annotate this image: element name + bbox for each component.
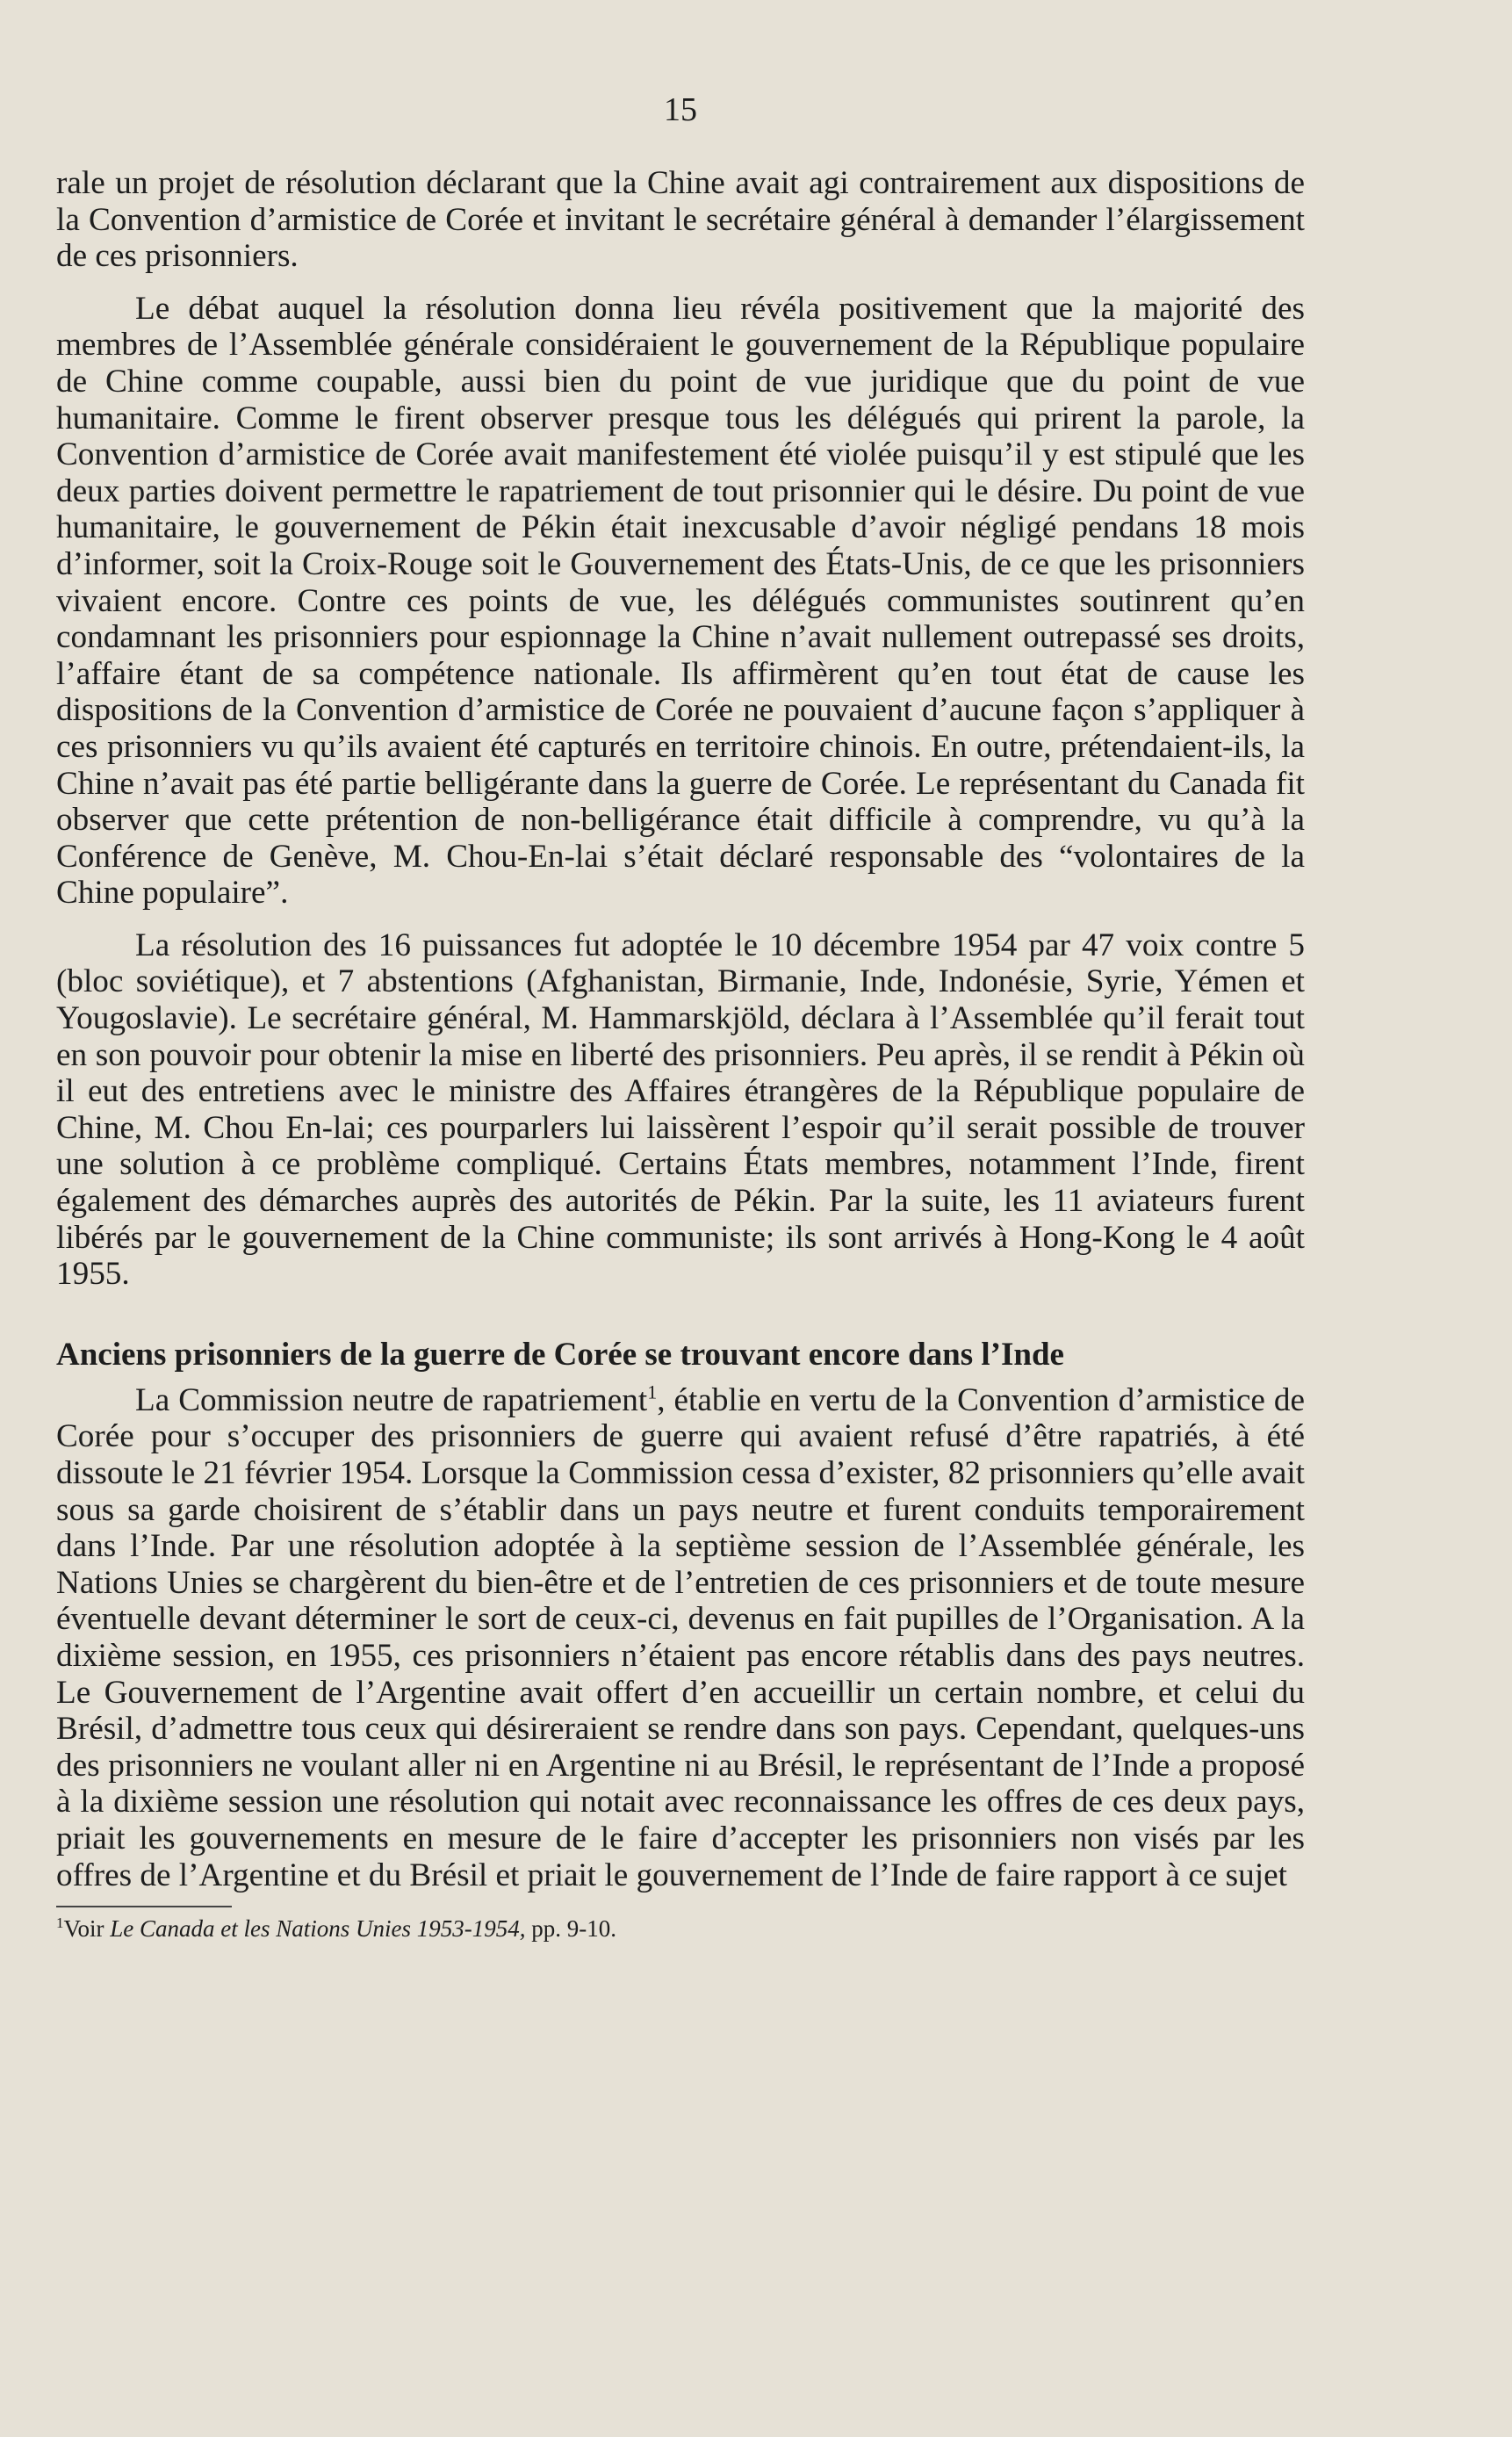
footnote-divider <box>56 1906 232 1907</box>
section-heading: Anciens prisonniers de la guerre de Corée se trouvant encore dans l’Inde <box>56 1336 1064 1373</box>
footnote-number: 1 <box>56 1914 64 1932</box>
footnote-title: Le Canada et les Nations Unies 1953-1954, <box>110 1915 526 1943</box>
paragraph-debate: Le débat auquel la résolution donna lieu révéla positivement que la majorité des membres de l’Assemblée générale considéraient le gouvernement de la République populaire de Chine comme coupable, aussi bien du point de vue juridique que du point de vue humanitaire. Comme le firent observer presque tous les délégués qui prirent la parole, la Convention d’armistice de Corée avait manifestement été violée puisqu’il y est stipulé que les deux parties doivent permettre le rapatriement de tout prisonnier qui le désire. Du point de vue humanitaire, le gouvernement de Pékin était inexcusable d’avoir négligé pendans 18 mois d’informer, soit la Croix-Rouge soit le Gouvernement des États-Unis, de ce que les prisonniers vivaient encore. Contre ces points de vue, les délégués communistes soutinrent qu’en condamnant les prisonniers pour espionnage la Chine n’avait nullement outrepassé ses droits, l’affaire étant de sa compétence nationale. Ils affirmèrent qu’en tout état de cause les dispositions de la Convention d’armistice de Corée ne pouvaient d’aucune façon s’appliquer à ces prisonniers vu qu’ils avaient été capturés en territoire chinois. En outre, prétendaient-ils, la Chine n’avait pas été partie belligérante dans la guerre de Corée. Le représentant du Canada fit observer que cette prétention de non-belligérance était difficile à comprendre, vu qu’à la Conférence de Genève, M. Chou-En-lai s’était déclaré responsable des “volontaires de la Chine populaire”. <box>56 290 1305 912</box>
paragraph-commission <box>56 1382 1305 1893</box>
footnote-reference: 1 <box>647 1381 658 1403</box>
paragraph-continuation: rale un projet de résolution déclarant que la Chine avait agi contrairement aux dispositions de la Convention d’armistice de Corée et invitant le secrétaire général à demander l’élargissement de ces prisonniers. <box>56 165 1305 275</box>
footnote-prefix: Voir <box>63 1915 111 1943</box>
footnote <box>56 1914 1305 1943</box>
footnote-pages: pp. 9-10. <box>525 1915 617 1943</box>
paragraph-resolution: La résolution des 16 puissances fut adoptée le 10 décembre 1954 par 47 voix contre 5 (bloc soviétique), et 7 abstentions (Afghanistan, Birmanie, Inde, Indonésie, Syrie, Yémen et Yougoslavie). Le secrétaire général, M. Hammarskjöld, déclara à l’Assemblée qu’il ferait tout en son pouvoir pour obtenir la mise en liberté des prisonniers. Peu après, il se rendit à Pékin où il eut des entretiens avec le ministre des Affaires étrangères de la République populaire de Chine, M. Chou En-lai; ces pourparlers lui laissèrent l’espoir qu’il serait possible de trouver une solution à ce problème compliqué. Certains États membres, notamment l’Inde, firent également des démarches auprès des autorités de Pékin. Par la suite, les 11 aviateurs furent libérés par le gouvernement de la Chine communiste; ils sont arrivés à Hong-Kong le 4 août 1955. <box>56 926 1305 1293</box>
page-number: 15 <box>664 91 697 128</box>
paragraph-commission-rest: , établie en vertu de la Convention d’armistice de Corée pour s’occuper des prisonniers de guerre qui avaient refusé d’être rapatriés, à été dissoute le 21 février 1954. Lorsque la Commission cessa d’exister, 82 prisonniers qu’elle avait sous sa garde choisirent de s’établir dans un pays neutre et furent conduits temporairement dans l’Inde. Par une résolution adoptée à la septième session de l’Assemblée générale, les Nations Unies se chargèrent du bien-être et de l’entretien de ces prisonniers et de toute mesure éventuelle devant déterminer le sort de ceux-ci, devenus en fait pupilles de l’Organisation. A la dixième session, en 1955, ces prisonniers n’étaient pas encore rétablis dans des pays neutres. Le Gouvernement de l’Argentine avait offert d’en accueillir un certain nombre, et celui du Brésil, d’admettre tous ceux qui désireraient se rendre dans son pays. Cependant, quelques-uns des prisonniers ne voulant aller ni en Argentine ni au Brésil, le représentant de l’Inde a proposé à la dixième session une résolution qui notait avec reconnaissance les offres de ces deux pays, priait les gouvernements en mesure de le faire d’accepter les prisonniers non visés par les offres de l’Argentine et du Brésil et priait le gouvernement de l’Inde de faire rapport à ce sujet <box>56 1381 1305 1893</box>
paragraph-commission-start: La Commission neutre de rapatriement <box>135 1381 648 1418</box>
